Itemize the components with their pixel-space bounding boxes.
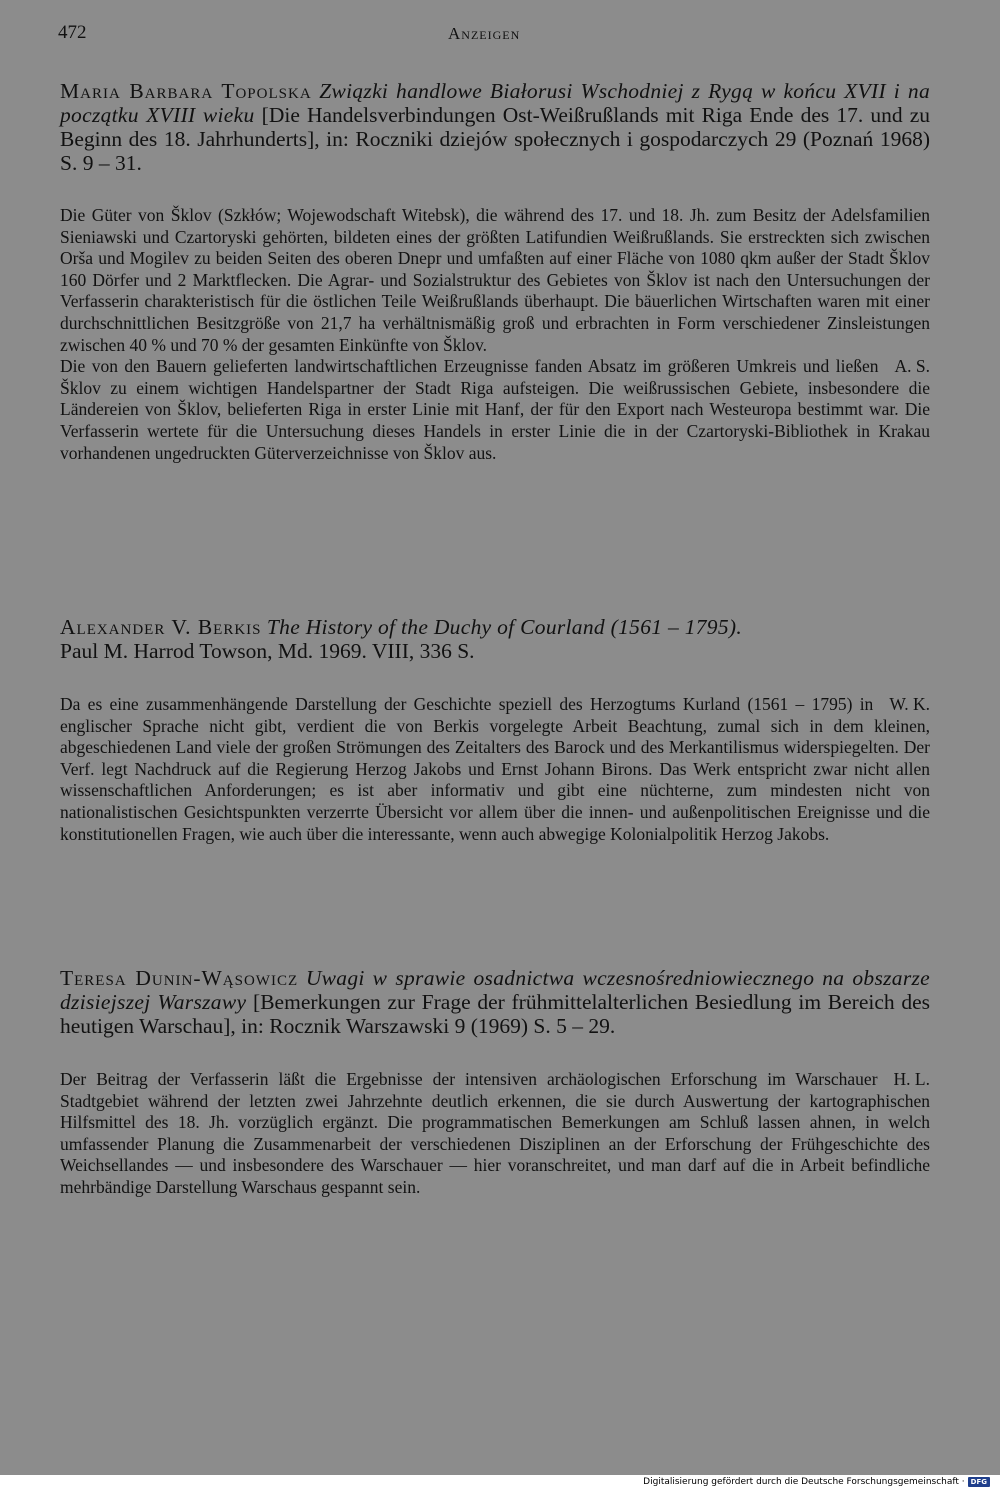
reviewer-initials: W. K. — [889, 694, 930, 714]
review-body — [60, 205, 930, 464]
footer-text: Digitalisierung gefördert durch die Deutsche Forschungsgemeinschaft · — [643, 1477, 965, 1487]
review-publication: Paul M. Harrod Towson, Md. 1969. VIII, 336 S. — [60, 639, 475, 663]
reviewer-initials: A. S. — [894, 356, 930, 377]
review-topolska — [60, 79, 930, 464]
review-paragraph: Die Güter von Šklov (Szkłów; Wojewodschaft Witebsk), die während des 17. und 18. Jh. zum Besitz der Adelsfamilien Sieniawski und Czartoryski gehörten, bildeten eines der größten Latifundien Weißrußlands. Sie erstreckten sich zwischen Orša und Mogilev zu beiden Seiten des oberen Dnepr und umfaßten auf einer Fläche von 1080 qkm außer der Stadt Šklov 160 Dörfer und 2 Marktflecken. Die Agrar- und Sozialstruktur des Gebietes von Šklov ist nach den Untersuchungen der Verfasserin charakteristisch für die östlichen Teile Weißrußlands überhaupt. Die bäuerlichen Wirtschaften waren mit einer durchschnittlichen Besitzgröße von 21,7 ha verhältnismäßig groß und erbrachten in Form verschiedener Zinsleistungen zwischen 40 % und 70 % der gesamten Einkünfte von Šklov. — [60, 205, 930, 355]
review-body — [60, 1069, 930, 1199]
review-title: Uwagi w sprawie osadnictwa wczesnośredniowiecznego na obszarze dzisiejszej Warszawy — [60, 966, 931, 1014]
page-number: 472 — [58, 22, 87, 43]
running-head: Anzeigen — [448, 24, 521, 43]
review-citation — [60, 966, 930, 1038]
review-paragraph: W. K. Da es eine zusammenhängende Darstellung der Geschichte speziell des Herzogtums Kurland (1561 – 1795) in englischer Sprache nicht gibt, verdient die von Berkis vorgelegte Arbeit Beachtung, zumal sich in dem kleinen, abgeschiedenen Land viele der großen Strömungen des Zeitalters des Barock und des Merkantilismus widerspiegelten. Der Verf. legt Nachdruck auf die Regierung Herzog Jakobs und Ernst Johann Birons. Das Werk entspricht zwar nicht allen wissenschaftlichen Anforderungen; es ist aber informativ und gibt eine nüchterne, zum mindesten nicht von nationalistischen Gesichtspunkten verzerrte Übersicht vor allem über die innen- und außenpolitischen Ereignisse und die konstitutionellen Fragen, wie auch über die interessante, wenn auch abwegige Kolonialpolitik Herzog Jakobs. — [60, 694, 930, 844]
review-berkis — [60, 615, 930, 845]
review-citation — [60, 79, 930, 175]
review-dunin-wasowicz — [60, 966, 930, 1199]
review-title: Związki handlowe Białorusi Wschodniej z Rygą w końcu XVII i na początku XVIII wieku — [60, 79, 930, 127]
review-author: Alexander V. Berkis — [60, 615, 262, 639]
review-citation — [60, 615, 930, 663]
review-publication: [Die Handelsverbindungen Ost-Weißrußlands mit Riga Ende des 17. und zu Beginn des 18. Jahrhunderts], in: Roczniki dziejów społecznych i gospodarczych 29 (Poznań 1968) S. 9 – 31. — [60, 103, 931, 175]
dfg-logo-icon: DFG — [968, 1477, 990, 1487]
review-title: The History of the Duchy of Courland (1561 – 1795). — [266, 615, 743, 639]
review-paragraph: H. L. Der Beitrag der Verfasserin läßt die Ergebnisse der intensiven archäologischen Erforschung im Warschauer Stadtgebiet während der letzten zwei Jahrzehnte deutlich erkennen, die sie durch Auswertung der kartographischen Hilfsmittel des 18. Jh. vorzüglich ergänzt. Die programmatischen Bemerkungen am Schluß lassen ahnen, in welch umfassender Planung die Zusammenarbeit der verschiedenen Disziplinen an der Erforschung der Frühgeschichte des Weichsellandes — und insbesondere des Warschauer — hier voranschreitet, und man darf auf die in Arbeit befindliche mehrbändige Darstellung Warschaus gespannt sein. — [60, 1069, 930, 1197]
review-publication: [Bemerkungen zur Frage der frühmittelalterlichen Besiedlung im Bereich des heutigen Warschau], in: Rocznik Warszawski 9 (1969) S. 5 – 29. — [60, 990, 930, 1038]
reviewer-initials: H. L. — [893, 1069, 930, 1089]
review-author: Maria Barbara Topolska — [60, 79, 312, 103]
review-author: Teresa Dunin-Wąsowicz — [60, 966, 299, 990]
review-paragraph: A. S. Die von den Bauern gelieferten landwirtschaftlichen Erzeugnisse fanden Absatz im größeren Umkreis und ließen Šklov zu einem wichtigen Handelspartner der Stadt Riga aufsteigen. Die weißrussischen Gebiete, insbesondere die Ländereien von Šklov, belieferten Riga in erster Linie mit Hanf, der für den Export nach Westeuropa bestimmt war. Die Verfasserin wertete für die Untersuchung dieses Handels in erster Linie die in der Czartoryski-Bibliothek in Krakau vorhandenen ungedruckten Güterverzeichnisse von Šklov aus. — [60, 356, 930, 463]
digitization-credit — [643, 1477, 990, 1487]
review-body — [60, 694, 930, 845]
